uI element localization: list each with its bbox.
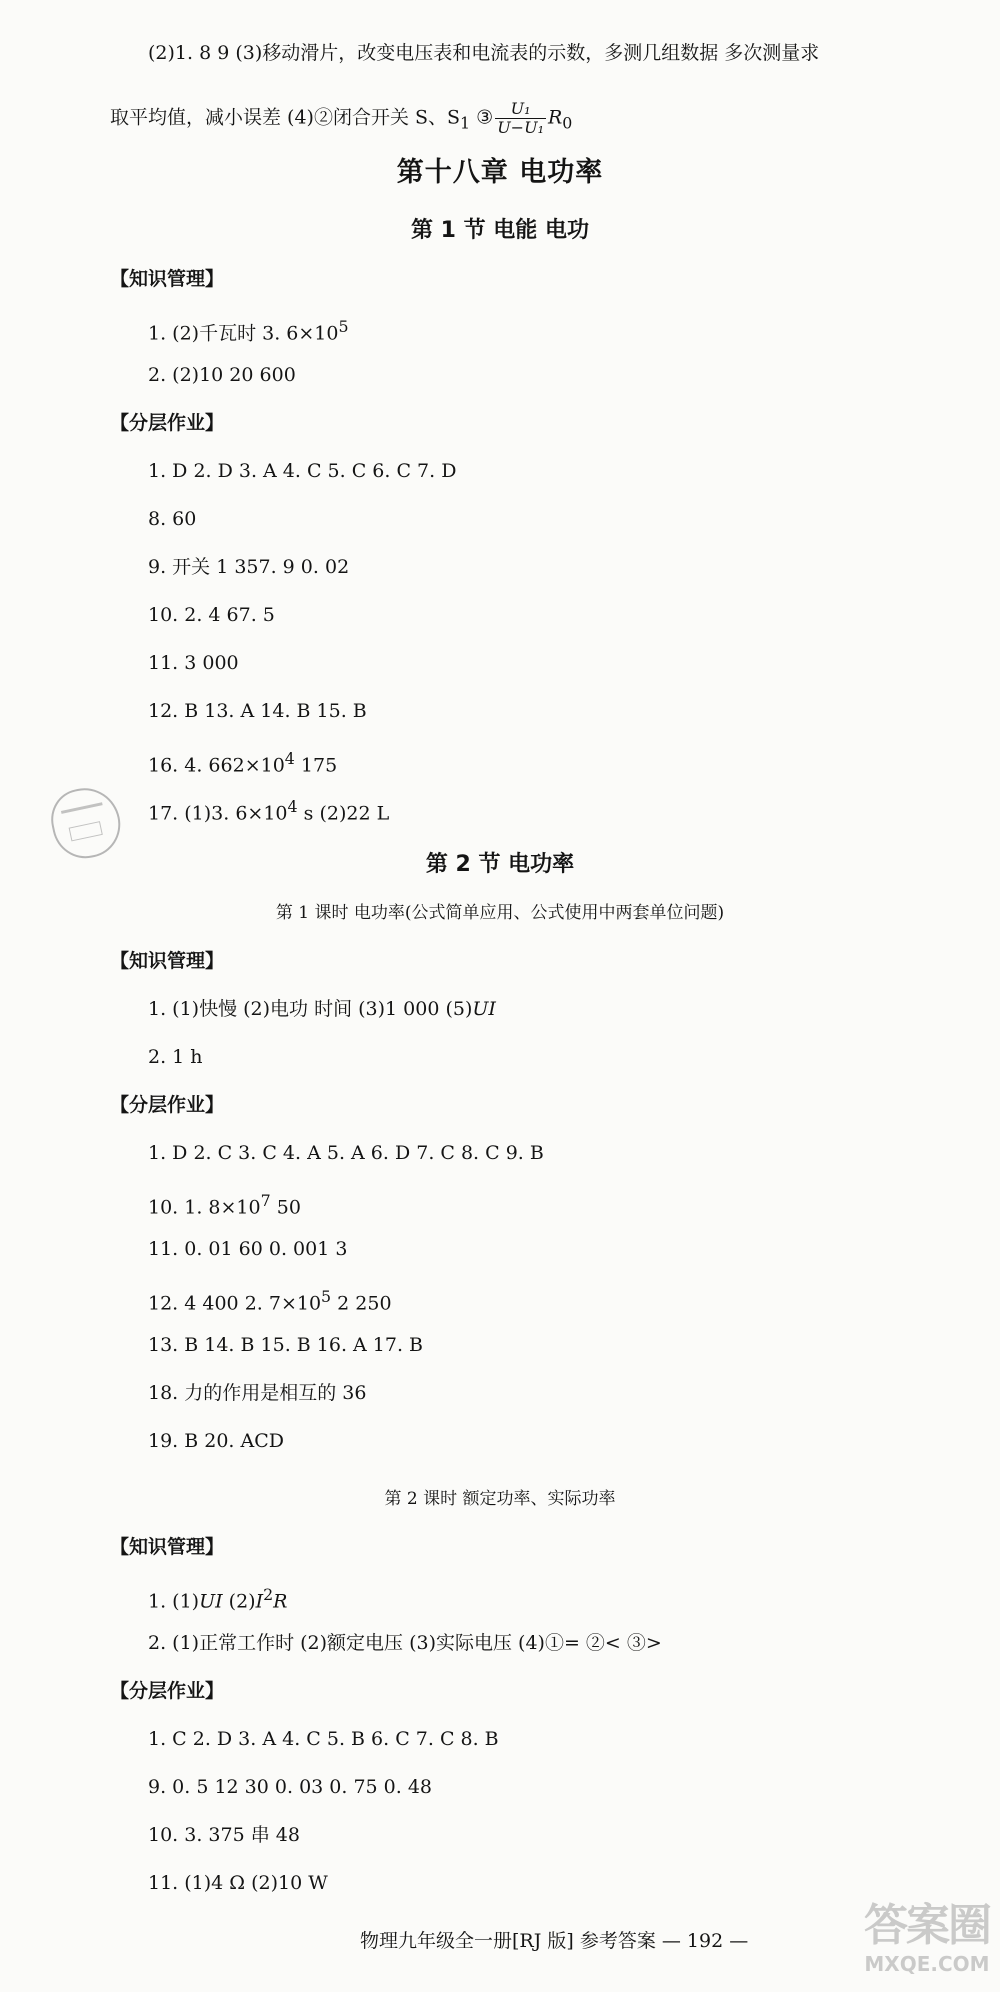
answer-line: 11. (1)4 Ω (2)10 W xyxy=(148,1872,328,1894)
answer-line: 1. D 2. C 3. C 4. A 5. A 6. D 7. C 8. C 9. B xyxy=(148,1142,544,1164)
answer-line: 12. B 13. A 14. B 15. B xyxy=(148,700,367,722)
answer-text: 12. 4 400 2. 7×10 xyxy=(148,1292,322,1315)
answer-line xyxy=(148,794,389,826)
continued-text: 取平均值，减小误差 (4)②闭合开关 S、S xyxy=(110,106,461,129)
section-heading: 【分层作业】 xyxy=(110,1094,225,1116)
formula-symbol: UI xyxy=(472,998,496,1020)
continued-text: ③ xyxy=(470,106,494,129)
superscript: 2 xyxy=(263,1585,274,1604)
answer-text: 2 250 xyxy=(331,1292,392,1315)
superscript: 7 xyxy=(260,1191,271,1210)
answer-line: 10. 3. 375 串 48 xyxy=(148,1824,300,1846)
continued-answer-line-2 xyxy=(110,100,572,137)
answer-text: 1. (1)快慢 (2)电功 时间 (3)1 000 (5) xyxy=(148,998,473,1020)
answer-line: 9. 开关 1 357. 9 0. 02 xyxy=(148,556,350,578)
answer-text: 1. (1) xyxy=(148,1590,200,1613)
answer-text: 50 xyxy=(270,1196,301,1219)
answer-text: 17. (1)3. 6×10 xyxy=(148,802,288,825)
watermark-sub-text: MXQE.COM xyxy=(864,1952,990,1976)
superscript: 4 xyxy=(284,749,295,768)
watermark-main-text: 答案圈 xyxy=(864,1900,990,1951)
answer-line: 9. 0. 5 12 30 0. 03 0. 75 0. 48 xyxy=(148,1776,433,1798)
section-heading: 【知识管理】 xyxy=(110,1536,225,1558)
section-title: 第 1 节 电能 电功 xyxy=(411,218,589,243)
answer-line xyxy=(148,746,337,778)
answer-line: 10. 2. 4 67. 5 xyxy=(148,604,275,626)
answer-line xyxy=(148,996,496,1022)
answer-text: 175 xyxy=(294,754,338,777)
answer-line: 2. (2)10 20 600 xyxy=(148,364,296,386)
fraction-formula xyxy=(495,100,546,137)
subscript: 0 xyxy=(562,113,573,133)
answer-text: 10. 1. 8×10 xyxy=(148,1196,261,1219)
answer-line: 19. B 20. ACD xyxy=(148,1430,285,1452)
answer-line: 8. 60 xyxy=(148,508,197,530)
answer-text: s (2)22 L xyxy=(297,802,390,825)
answer-text: (2) xyxy=(222,1590,256,1613)
superscript: 4 xyxy=(287,797,298,816)
answer-line xyxy=(148,1188,301,1220)
section-title: 第 2 节 电功率 xyxy=(425,852,575,877)
fraction-numerator: U₁ xyxy=(495,100,546,119)
section-heading: 【知识管理】 xyxy=(110,268,225,290)
answer-line: 2. (1)正常工作时 (2)额定电压 (3)实际电压 (4)①= ②< ③> xyxy=(148,1632,662,1654)
formula-symbol: UI xyxy=(199,1590,223,1613)
answer-text: 1. (2)千瓦时 3. 6×10 xyxy=(148,322,339,345)
formula-symbol: I xyxy=(255,1590,264,1613)
answer-line: 13. B 14. B 15. B 16. A 17. B xyxy=(148,1334,424,1356)
answer-line: 11. 3 000 xyxy=(148,652,239,674)
section-heading: 【知识管理】 xyxy=(110,950,225,972)
continued-answer-line-1: (2)1. 8 9 (3)移动滑片，改变电压表和电流表的示数，多测几组数据 多次测量求 xyxy=(148,42,820,64)
chapter-title: 第十八章 电功率 xyxy=(396,157,604,188)
section-heading: 【分层作业】 xyxy=(110,1680,225,1702)
formula-tail: R xyxy=(547,106,563,129)
answer-line: 1. D 2. D 3. A 4. C 5. C 6. C 7. D xyxy=(148,460,457,482)
answer-line: 2. 1 h xyxy=(148,1046,203,1068)
answer-line xyxy=(148,1582,287,1614)
answer-text: 16. 4. 662×10 xyxy=(148,754,285,777)
formula-symbol: R xyxy=(273,1590,288,1613)
superscript: 5 xyxy=(338,317,349,336)
section-heading: 【分层作业】 xyxy=(110,412,225,434)
answer-line xyxy=(148,314,349,346)
watermark-logo xyxy=(862,1900,992,1986)
subscript: 1 xyxy=(460,113,471,133)
superscript: 5 xyxy=(321,1287,332,1306)
lesson-title: 第 1 课时 电功率(公式简单应用、公式使用中两套单位问题) xyxy=(275,903,725,923)
answer-line: 18. 力的作用是相互的 36 xyxy=(148,1382,367,1404)
lesson-title: 第 2 课时 额定功率、实际功率 xyxy=(384,1489,616,1509)
answer-line xyxy=(148,1284,392,1316)
answer-line: 11. 0. 01 60 0. 001 3 xyxy=(148,1238,348,1260)
fraction-denominator: U−U₁ xyxy=(497,118,544,137)
page-footer: 物理九年级全一册[RJ 版] 参考答案 — 192 — xyxy=(360,1930,749,1952)
answer-line: 1. C 2. D 3. A 4. C 5. B 6. C 7. C 8. B xyxy=(148,1728,499,1750)
